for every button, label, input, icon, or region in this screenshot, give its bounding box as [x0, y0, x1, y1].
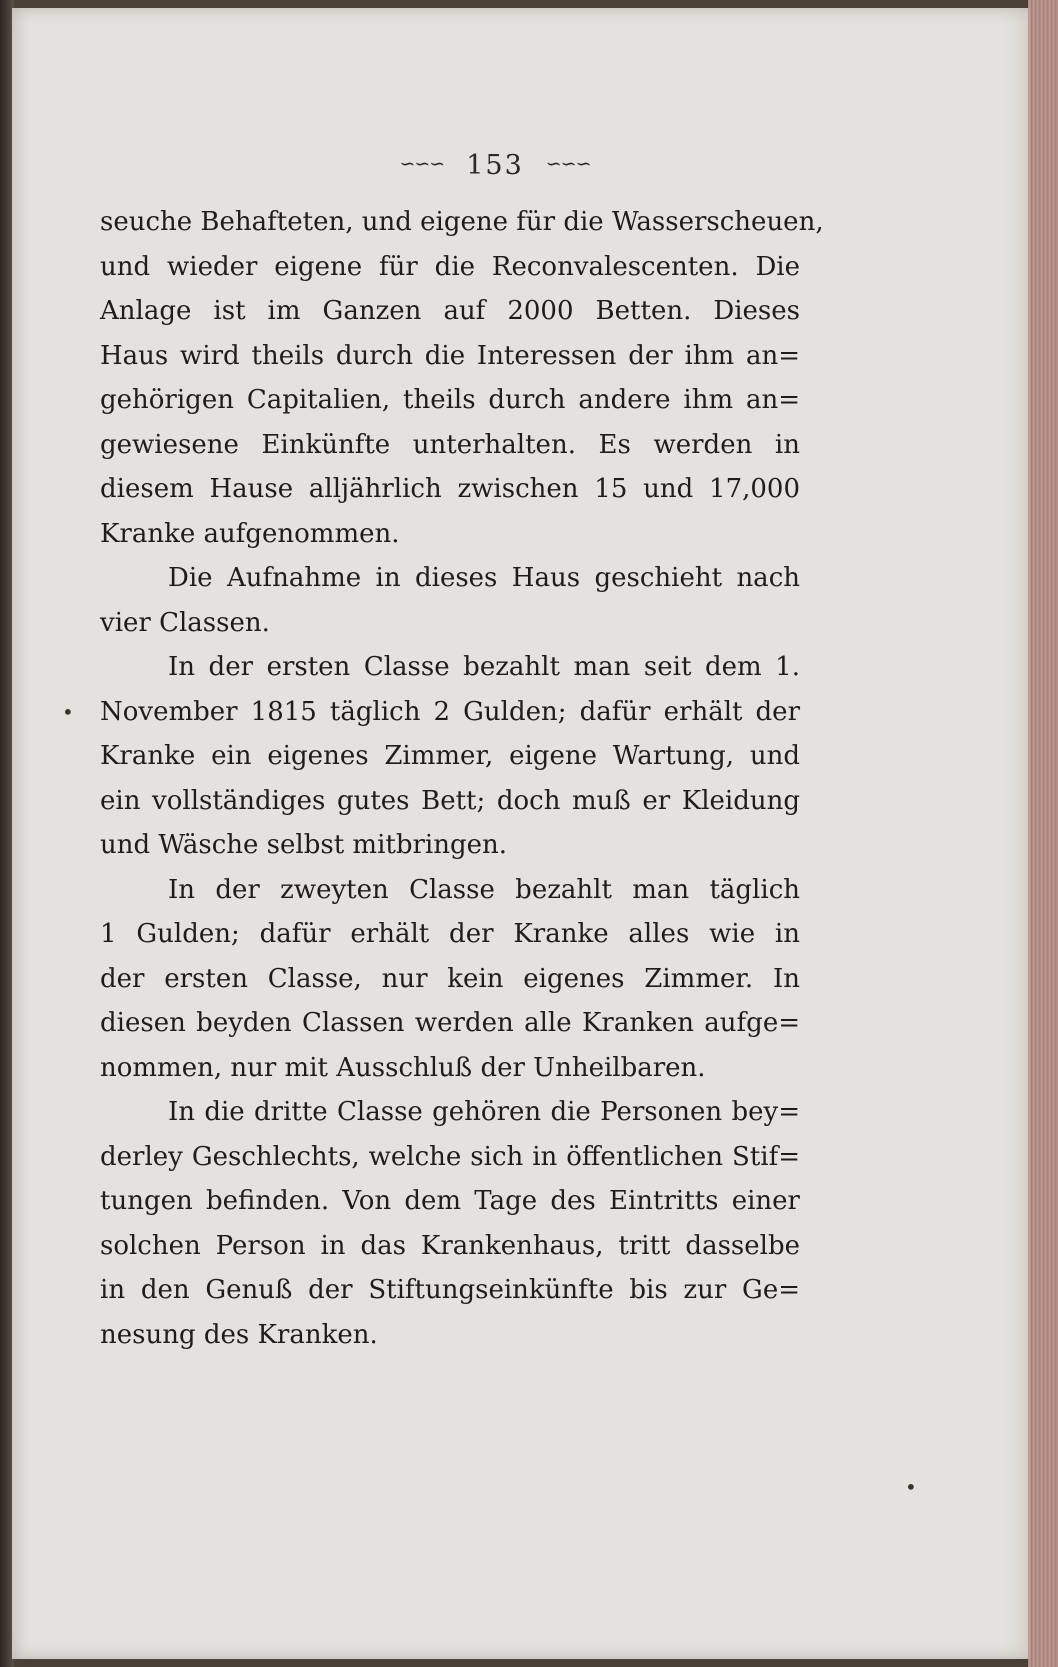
paragraph	[100, 645, 800, 868]
page-header	[0, 150, 990, 181]
page-number: 153	[466, 150, 524, 181]
text-line: Kranke aufgenommen.	[100, 518, 400, 549]
text-line: derley Geschlechts, welche sich in öffentlichen Stif=	[100, 1141, 800, 1172]
text-line: und Wäsche selbst mitbringen.	[100, 830, 507, 860]
text-line: nesung des Kranken.	[100, 1319, 378, 1350]
body-text	[100, 200, 824, 1357]
text-line: vier Classen.	[100, 607, 270, 638]
paragraph	[100, 556, 800, 645]
text-line: der ersten Classe, nur kein eigenes Zimmer. In	[100, 963, 800, 994]
header-ornament-right: ∽∽∽	[545, 153, 591, 175]
text-line: November 1815 täglich 2 Gulden; dafür erhält der	[100, 696, 800, 727]
text-line: gehörigen Capitalien, theils durch andere ihm an=	[100, 385, 800, 415]
text-line: In der ersten Classe bezahlt man seit dem 1.	[168, 652, 800, 682]
text-line: seuche Behafteten, und eigene für die Wasserscheuen,	[100, 207, 824, 237]
text-line: Kranke ein eigenes Zimmer, eigene Wartung, und	[100, 741, 800, 771]
text-line: 1 Gulden; dafür erhält der Kranke alles wie in	[100, 919, 800, 949]
paragraph	[100, 868, 800, 1091]
margin-mark: •	[62, 700, 74, 724]
text-line: in den Genuß der Stiftungseinkünfte bis zur Ge=	[100, 1275, 800, 1305]
text-line: diesem Hause alljährlich zwischen 15 und 17,000	[100, 474, 800, 504]
text-line: Anlage ist im Ganzen auf 2000 Betten. Dieses	[100, 296, 800, 326]
text-line: solchen Person in das Krankenhaus, tritt dasselbe	[100, 1230, 800, 1261]
paragraph	[100, 200, 824, 556]
text-line: diesen beyden Classen werden alle Kranken aufge=	[100, 1008, 800, 1038]
text-line: tungen befinden. Von dem Tage des Eintritts einer	[100, 1186, 800, 1216]
text-line: gewiesene Einkünfte unterhalten. Es werden in	[100, 429, 800, 460]
text-line: ein vollständiges gutes Bett; doch muß er Kleidung	[100, 785, 800, 816]
text-line: In der zweyten Classe bezahlt man täglich	[168, 874, 800, 905]
text-line: nommen, nur mit Ausschluß der Unheilbaren.	[100, 1052, 706, 1083]
ink-spot: •	[905, 1475, 917, 1499]
text-line: In die dritte Classe gehören die Personen bey=	[168, 1097, 800, 1127]
text-line: Haus wird theils durch die Interessen der ihm an=	[100, 340, 800, 371]
paragraph	[100, 1090, 800, 1357]
text-line: und wieder eigene für die Reconvalescenten. Die	[100, 251, 800, 282]
page-stack-edge	[1028, 0, 1058, 1667]
text-line: Die Aufnahme in dieses Haus geschieht nach	[168, 563, 800, 593]
header-ornament-left: ∽∽∽	[399, 153, 445, 175]
